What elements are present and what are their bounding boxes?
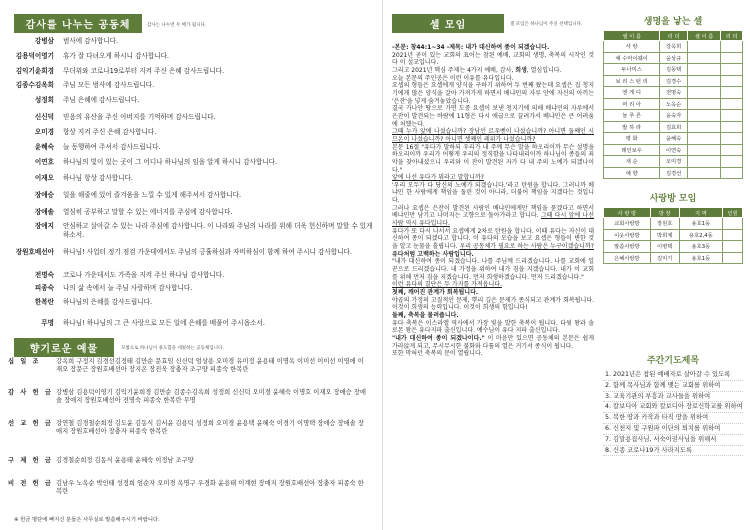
table-row — [604, 41, 743, 53]
table-row — [604, 64, 743, 76]
table-row — [604, 144, 743, 156]
sermon-text: '우리 모두가 다 당신의 노예가 되겠습니다.'라고 탄원을 합니다. 그러니까 베냐민 한 사람에게 책임을 돌린 것이 아니라, 더불어 책임을 지겠다는 것입니다. — [392, 181, 594, 205]
table-header: 셀 이 름 — [604, 31, 660, 41]
table-row — [604, 87, 743, 99]
cell-sermon-body — [392, 44, 594, 358]
sermon-text: 유다 축복은 이스라엘 역사에서 가장 빛을 발한 축복이 됩니다. 다윗 왕과 솔로몬 왕은 유다지파 출신입니다. 예수님이 유다 지파 출신입니다. — [392, 319, 594, 335]
table-cell — [721, 98, 743, 110]
offering-banner: 향기로운 예물 — [14, 338, 114, 357]
thanks-name: 이연호 — [34, 158, 54, 166]
cell-banner: 셀 모임 — [392, 14, 504, 33]
table-row — [604, 75, 743, 87]
thanks-text: 열심히 공부하고 말할 수 있는 에너지를 주심에 감사합니다. — [63, 208, 233, 216]
sermon-paragraph — [392, 82, 594, 105]
table-cell: 김익기 — [650, 252, 679, 264]
thanks-row — [8, 174, 378, 183]
table-row — [604, 156, 743, 168]
offering-row — [8, 457, 366, 465]
offering-names: 김남우 노옥순 박인태 성정희 엄순자 오미경 옥명구 우경화 윤용태 이계현 장애지 장원호배선아 장충자 피종숙 한복란 — [56, 480, 364, 496]
thanks-text: 주님 은혜에 감사드립니다. — [63, 96, 140, 104]
thanks-name: 김익기윤희경 — [15, 67, 54, 75]
sermon-paragraph — [392, 105, 594, 128]
thanks-row — [8, 208, 378, 217]
thanks-row — [8, 143, 378, 152]
table-row — [604, 121, 743, 133]
sermon-text: 이런 유다의 결단은 두 가지를 가져옵니다. — [392, 281, 502, 289]
offering-names: 김경철순희정 김동식 윤용태 윤혜숙 이정남 조구양 — [56, 457, 194, 464]
table-row — [604, 52, 743, 64]
table-cell — [721, 156, 743, 168]
table-cell — [721, 87, 743, 99]
sermon-text: 결국 가나안 땅으로 가면 도중 요셉이 보낸 청지기에 의해 베냐민의 자루에서 은잔이 발견되는 바람에 11형은 다시 애굽으로 끌려가서 베냐민은 큰 어려움에 처했는다. — [392, 105, 594, 128]
offering-type: 구 제 헌 금 — [8, 457, 53, 464]
table-header: 셀 이 름 — [687, 31, 720, 41]
table-cell — [687, 98, 720, 110]
table-cell — [687, 167, 720, 179]
sermon-paragraph — [392, 128, 594, 143]
table-cell — [721, 110, 743, 122]
table-cell — [687, 64, 720, 76]
table-cell: 용호2,4동 — [679, 229, 723, 241]
table-header: 방 장 — [650, 208, 679, 218]
sermon-text: 희생 — [515, 66, 527, 74]
thanks-row — [8, 81, 378, 90]
thanks-row — [8, 191, 378, 200]
thanks-row — [8, 298, 378, 307]
offering-row — [8, 420, 366, 437]
table-cell — [687, 52, 720, 64]
table-cell: 강옥희 — [660, 41, 688, 53]
sermon-text: -본문: 창44:1~34 -제목: 내가 대신하여 종이 되겠습니다. — [392, 44, 550, 51]
thanks-name: 피종숙 — [34, 284, 54, 292]
thanks-text: 항상 지켜 주신 은혜 감사합니다. — [63, 128, 157, 136]
life-cells-title: 생명을 낳는 셀 — [643, 17, 703, 27]
table-cell — [721, 144, 743, 156]
table-cell — [687, 75, 720, 87]
prayer-item: 5. 복한 땅과 카작과 타직 땅을 위하여 — [603, 414, 743, 424]
table-cell — [687, 121, 720, 133]
table-cell: 용호1동 — [679, 252, 723, 264]
sermon-paragraph — [392, 52, 594, 67]
table-row — [604, 110, 743, 122]
sermon-paragraph — [392, 281, 594, 289]
table-cell: 용호3동 — [679, 241, 723, 253]
table-cell — [721, 167, 743, 179]
table-cell — [721, 52, 743, 64]
thanks-row — [8, 113, 378, 122]
sermon-paragraph — [392, 320, 594, 335]
thanks-name: 성정희 — [34, 96, 54, 104]
thanks-note: 감사는 나누면 두 배가 됩니다. — [147, 23, 207, 28]
thanks-row — [8, 319, 378, 328]
table-header: 인원 — [723, 208, 743, 218]
table-cell — [721, 75, 743, 87]
table-cell: 새 순 — [604, 156, 660, 168]
sermon-text: 그때 다시 앞에 나선 사람 역시 유다입니다. — [392, 212, 594, 228]
thanks-row — [8, 284, 378, 293]
table-cell: 노옥순 — [660, 98, 688, 110]
table-cell: 김효희 — [660, 121, 688, 133]
table-cell: 레인보우 — [604, 144, 660, 156]
prayer-item: 8. 신종 코로나19가 사라지도록 — [603, 447, 743, 457]
table-row — [604, 252, 743, 264]
thanks-name: 김종수김옥희 — [15, 81, 54, 89]
table-cell — [721, 64, 743, 76]
table-cell — [723, 241, 743, 253]
thanks-text: 하나님 항상 감사합니다. — [63, 174, 133, 182]
thanks-name: 장원호배선아 — [15, 248, 54, 256]
thanks-name: 신신덕 — [34, 113, 54, 121]
thanks-text: 하나님의 은혜를 감사드립니다. — [63, 298, 153, 306]
table-cell: 교회사랑방 — [604, 218, 651, 230]
thanks-row — [8, 52, 378, 61]
sermon-text: 둘째, 축복을 물려줍니다. — [392, 311, 459, 319]
thanks-row — [8, 128, 378, 137]
table-cell: 발 하 라 — [604, 121, 660, 133]
thanks-text: 안심하고 살아갈 수 있는 나라 주심에 감사합니다. 이 나라와 주님의 나라를 위해 더욱 헌신하며 말할 수 있게 하소서. — [63, 222, 373, 239]
sermon-text: 그러나 요셉은 은잔이 발견된 사람인 베냐민에게만 책임을 묻겠다고 하면서 베냐민만 남기고 나머지는 고향으로 돌아가라고 합니다. — [392, 204, 594, 220]
thanks-text: 하나님! 하나님의 그 큰 사랑으로 모든 일에 은혜를 베풀어 주시옵소서. — [63, 319, 265, 327]
thanks-name: 김용덕이영기 — [15, 52, 54, 60]
thanks-name: 장애지 — [34, 222, 54, 230]
table-row — [604, 167, 743, 179]
sermon-paragraph — [392, 350, 594, 358]
table-cell: 늘 푸 른 — [604, 110, 660, 122]
table-cell — [721, 121, 743, 133]
thanks-name: 이재오 — [34, 174, 54, 182]
prayer-item: 3. 교육기관의 부흥과 교사들을 위하여 — [603, 393, 743, 403]
table-row — [604, 229, 743, 241]
sermon-text: 그때 누가 앞에 나섰습니까? 장남인 르우벤이 나섰습니까? 아니면 둘째인 시므온이 나섰습니까? 아니면 셋째인 레위가 나섰습니까? — [392, 128, 594, 143]
sermon-text: 유다가 또 다시 나서서 요셉에게 2차로 탄원을 합니다. 이때 유다는 자신이 대신하여 종이 되겠다고 합니다. 이 유다의 모습을 보고 요셉은 형들이 변한 것을 알고 눈물을 흘립니다. — [392, 227, 594, 251]
thanks-row — [8, 271, 378, 280]
sermon-paragraph — [392, 228, 594, 251]
thanks-text: 휴가 잘 다녀오게 하시니 감사합니다. — [63, 52, 170, 60]
offering-type: 십 일 조 — [8, 358, 41, 365]
thanks-text: 늘 동행하여 주셔서 감사드립니다. — [63, 143, 161, 151]
table-cell — [687, 156, 720, 168]
table-cell — [687, 87, 720, 99]
life-cells-section — [603, 14, 743, 179]
thanks-name: 전명숙 — [34, 271, 54, 279]
table-cell: 예 수마이웨이 — [604, 52, 660, 64]
table-header: 사 랑 방 — [604, 208, 651, 218]
table-cell — [721, 41, 743, 53]
thanks-row — [8, 96, 378, 105]
sermon-paragraph — [392, 258, 594, 281]
sermon-paragraph — [392, 312, 594, 320]
table-cell: 장원호 — [650, 218, 679, 230]
table-cell: 용호1동 — [679, 218, 723, 230]
table-cell: 윤혜숙 — [660, 133, 688, 145]
sermon-paragraph — [392, 144, 594, 175]
offering-names: 강연철 김경철순희정 김도윤 김동식 김서윤 김용덕 성정희 오미경 윤용택 윤혜숙 이경기 이명택 장애승 장애솔 장애지 장원호배선아 장충자 피종숙 한복란 — [56, 420, 364, 436]
sermon-paragraph — [392, 44, 594, 52]
sermon-text: 또한 막혀던 축복의 문이 열립니다. — [392, 350, 483, 358]
sermon-text: "내가 대신하여 종이 되겠나이다." — [392, 334, 485, 342]
sermon-paragraph — [392, 297, 594, 312]
table-cell — [723, 252, 743, 264]
table-cell: 말씀사랑방 — [604, 241, 651, 253]
offering-type: 비 전 헌 금 — [8, 480, 53, 487]
prayer-title: 주간기도제목 — [646, 356, 700, 366]
sermon-text: 2021년 곧이 있는 교회의 표어는 참된 예배, 교회의 생명, 축복의 시작인 것 다 이 설교입니다. — [392, 51, 594, 67]
table-cell — [723, 229, 743, 241]
table-cell: 김동택 — [660, 64, 688, 76]
thanks-name: 오미경 — [34, 128, 54, 136]
life-cells-table — [603, 30, 743, 179]
sermon-text: 앞에 나선 유다가 뭐라고 말합니까? — [392, 174, 484, 182]
table-header: 리 더 — [660, 31, 688, 41]
thanks-name: 장애솔 — [34, 208, 54, 216]
thanks-text: 하나님의 빛이 있는 곳이 그 어디나 하나님의 임을 알게 하시니 감사합니다. — [63, 158, 278, 166]
sermon-text: 우리 공동체가 필요로 하는 사람은 누구이겠습니까? — [459, 243, 594, 251]
table-cell: 이병택 — [650, 241, 679, 253]
sermon-paragraph — [392, 205, 594, 228]
sermon-text: 오늘 본문의 주인공은 이런 이유를 유다입니다. — [392, 74, 514, 82]
table-cell: 이웃사랑방 — [604, 229, 651, 241]
table-cell: 두나미스 — [604, 64, 660, 76]
thanks-text: 나의 삶 속에서 늘 주님 사랑하며 감사합니다. — [63, 284, 193, 292]
love-rooms-title: 사랑방 모임 — [649, 194, 697, 204]
sermon-text: 요셉의 형들은 요셉에게 양식을 구하기 위하여 두 번째 왔는데 요셉은 집 청지기에게 많은 양식을 갈아 가져가게 하면서 베냐민의 자루 안에 자신의 아끼는 '은잔'을 넣게 숨겨놓았습니다. — [392, 82, 594, 105]
thanks-text: 하나님! 사업터 정기 점검 가운데에서도 주님의 긍휼하심과 자비하심이 함께 하여 주시니 감사합니다. — [63, 248, 352, 256]
thanks-row — [8, 222, 378, 239]
offering-row — [8, 389, 366, 406]
sermon-paragraph — [392, 174, 594, 182]
table-cell: 김경선 — [660, 167, 688, 179]
prayer-section — [603, 353, 743, 366]
prayer-list — [603, 371, 743, 457]
table-cell: 전명숙 — [660, 87, 688, 99]
offering-footer: ※ 헌금 명단에 빠지신 분들은 사무실로 말씀해주시기 바랍니다. — [14, 517, 160, 523]
table-cell — [687, 144, 720, 156]
thanks-row — [8, 248, 378, 257]
sermon-paragraph — [392, 289, 594, 297]
table-cell — [687, 133, 720, 145]
table-header: 리 더 — [721, 31, 743, 41]
table-cell: 사 랑 — [604, 41, 660, 53]
sermon-text: 야곱의 가정의 고질적인 문제, 뿌리 깊은 문제가 종식되고 관계가 회복됩니다. 이것이 희생의 능력입니다. 이것이 희생의 힘입니다! — [392, 296, 594, 312]
table-cell — [687, 41, 720, 53]
thanks-row — [8, 37, 378, 46]
thanks-text: 범사에 감사합니다. — [63, 37, 119, 45]
table-row — [604, 133, 743, 145]
table-cell: 머 리 아 — [604, 98, 660, 110]
thanks-name: 강병삼 — [34, 37, 54, 45]
sermon-paragraph — [392, 335, 594, 350]
table-row — [604, 241, 743, 253]
prayer-item: 4. 칼보디아 교회와 칼보디아 장로신학교를 위하여 — [603, 403, 743, 413]
table-cell: 오미경 — [660, 156, 688, 168]
thanks-banner: 감사를 나누는 공동체 — [14, 14, 142, 33]
page-divider — [382, 0, 383, 530]
thanks-text: 무더위와 코로나19로부터 지켜 주신 은혜 감사드립니다. — [63, 67, 225, 75]
thanks-text: 주님 모든 범사에 감사드립니다. — [63, 81, 155, 89]
sermon-paragraph — [392, 182, 594, 205]
offering-row — [8, 358, 366, 375]
table-row — [604, 218, 743, 230]
table-header: 지 역 — [679, 208, 723, 218]
offering-names: 강병삼 김용덕이영기 김익기윤희경 김만순 김종수김옥희 성정희 신신덕 오미경 윤혜숙 이명호 이재오 장애승 장애솔 장애지 장원호배선아 전명숙 피종숙 한복란 무명 — [56, 389, 366, 405]
sermon-text: "내가 대신하여 종이 되겠습니다. 나를 주님께 드리겠습니다. 나를 교회에 일꾼으로 드리겠습니다. 내 가정을 위하여 내가 짐을 지겠습니다. 내가 이 교회를 위해 먼저 짐을 지겠습니다. 먼저 희생하겠습니다. 먼저 드리겠습니다." — [392, 258, 594, 281]
love-rooms-section — [603, 191, 743, 264]
table-cell: 평 화 — [604, 133, 660, 145]
prayer-item: 2. 함께 목사님과 함께 맺는 교회를 위하여 — [603, 382, 743, 392]
table-cell: 윤숙자 — [660, 110, 688, 122]
table-cell — [721, 133, 743, 145]
sermon-text: 이 마음만 있으면 공동체의 본문은 쉽게 가라앉게 되고, 무시무시한 불화와 다툼의 열은 거기서 종식이 됩니다. — [392, 334, 594, 350]
thanks-name: 무명 — [41, 319, 54, 327]
table-cell: 김경수 — [660, 75, 688, 87]
table-cell: 엔 게 디 — [604, 87, 660, 99]
thanks-text: 믿음의 유산을 주신 아버지를 기억하며 감사드립니다. — [63, 113, 216, 121]
thanks-name: 윤혜숙 — [34, 143, 54, 151]
thanks-row — [8, 158, 378, 167]
sermon-text: 그리고 2021년 핵심 주제는 4가지 예배, 감사, — [392, 66, 516, 74]
table-cell: 이연숙 — [660, 144, 688, 156]
cell-note: 셀 모임은 하나님이 주신 선택입니다. — [510, 22, 583, 27]
offering-note: 모범으로 하나님이 용도함을 세웠하는 공동체입니다. — [121, 346, 224, 351]
thanks-text: 일을 해줄에 있어 즐겨움을 느낄 수 있게 해주셔서 감사합니다. — [63, 191, 242, 199]
sermon-text: 본문 16절 "유다가 말하되 우리가 내 주께 무슨 말을 하오리이까 무슨 설명을 하오리이까 우리가 어떻게 우리의 정직함을 나타내리이까 하나님이 종들의 죄악을 찾아내셨으니 우리와 이 잔이 발견된 자가 다 내 주의 노예가 되겠나이다." — [392, 143, 594, 174]
thanks-name: 장애승 — [34, 191, 54, 199]
sermon-text: 유다처럼 고백하는 사람입니다. — [392, 250, 474, 258]
thanks-name: 한복란 — [34, 298, 54, 306]
thanks-text: 코로나 가운데서도 가족을 지켜 주신 하나님 감사합니다. — [63, 271, 225, 279]
love-rooms-table — [603, 207, 743, 264]
table-cell: 보 리 스 턴 리 — [604, 75, 660, 87]
thanks-row — [8, 67, 378, 76]
offering-row — [8, 480, 366, 497]
table-cell: 은혜사랑방 — [604, 252, 651, 264]
prayer-item: 6. 신천지 및 구원파 이단의 퇴치를 위하여 — [603, 425, 743, 435]
prayer-item: 7. 김말용집사님, 서숙이권사님을 위해서 — [603, 436, 743, 446]
table-cell — [687, 110, 720, 122]
offering-type: 선 교 헌 금 — [8, 420, 53, 427]
sermon-text: , 열심입니다. — [526, 66, 562, 74]
table-cell: 예 향 — [604, 167, 660, 179]
table-cell: 윤상규 — [660, 52, 688, 64]
table-cell — [723, 218, 743, 230]
prayer-item: 1. 2021년은 참된 예배자로 살아갈 수 있도록 — [603, 371, 743, 381]
offering-names: 강옥희 구정지 김경선김정태 김만순 문효임 신신덕 엄상용 오미경 유미정 윤용태 이명옥 이미선 이이선 이영애 이재오 장문근 장원호배선아 장지온 장진욱 장충자 조구양 피종숙 한복란 — [56, 358, 364, 374]
offering-type: 감 사 헌 금 — [8, 389, 53, 396]
table-cell: 박희제 — [650, 229, 679, 241]
sermon-paragraph — [392, 67, 594, 75]
table-row — [604, 98, 743, 110]
sermon-text: 첫째, 깨어진 관계가 회복됩니다. — [392, 289, 479, 296]
